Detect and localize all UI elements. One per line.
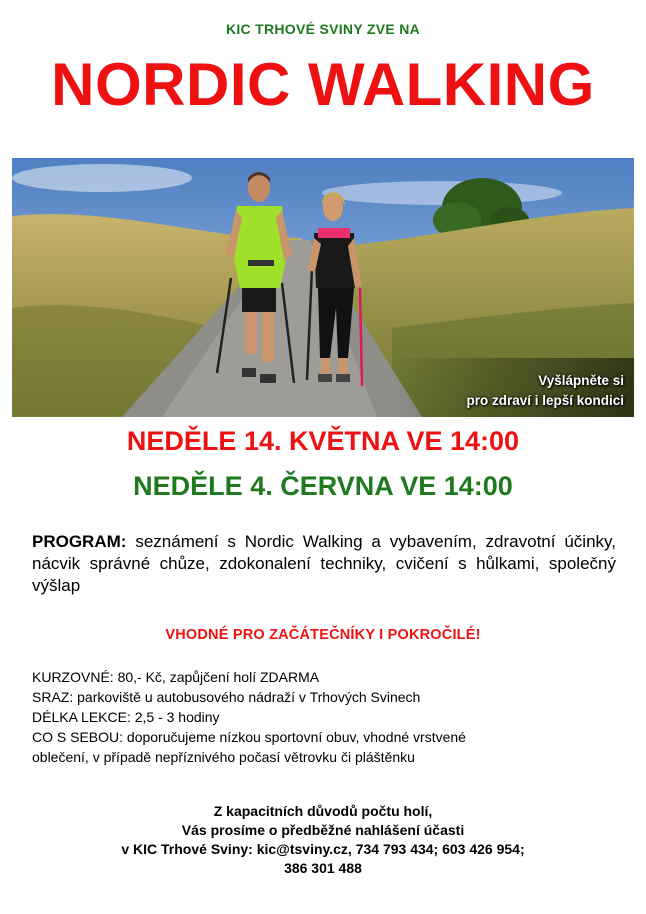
- program-label: PROGRAM:: [32, 532, 127, 551]
- detail-what-to-bring: CO S SEBOU: doporučujeme nízkou sportovní obuv, vhodné vrstvené: [32, 729, 466, 745]
- detail-what-to-bring-cont: oblečení, v případě nepříznivého počasí větrovku či pláštěnku: [32, 749, 415, 765]
- footer-phone-line: 386 301 488: [284, 860, 362, 876]
- detail-duration: DÉLKA LEKCE: 2,5 - 3 hodiny: [32, 709, 220, 725]
- detail-meeting-point: SRAZ: parkoviště u autobusového nádraží v Trhových Svinech: [32, 689, 421, 705]
- caption-line: pro zdraví i lepší kondici: [466, 393, 624, 408]
- caption-line: Vyšlápněte si: [538, 373, 624, 388]
- photo-caption: [466, 371, 624, 411]
- registration-info: [0, 802, 646, 878]
- event-date-may: NEDĚLE 14. KVĚTNA VE 14:00: [126, 426, 520, 456]
- footer-line: Vás prosíme o předběžné nahlášení účasti: [181, 822, 465, 838]
- cloud: [322, 181, 562, 205]
- audience-note: VHODNÉ PRO ZAČÁTEČNÍKY I POKROČILÉ!: [165, 627, 481, 643]
- detail-fee: KURZOVNÉ: 80,- Kč, zapůjčení holí ZDARMA: [32, 669, 320, 685]
- program-description: [32, 531, 616, 597]
- cloud: [12, 164, 192, 192]
- nordic-walking-photo: [12, 158, 634, 417]
- program-text: seznámení s Nordic Walking a vybavením, zdravotní účinky, nácvik správné chůze, zdokonalení techniky, cvičení s hůlkami, společný výšlap: [32, 532, 616, 595]
- course-details: [32, 667, 622, 767]
- footer-line: Z kapacitních důvodů počtu holí,: [213, 803, 433, 819]
- footer-contact-line: v KIC Trhové Sviny: kic@tsviny.cz, 734 793 434; 603 426 954;: [121, 841, 525, 857]
- poster-title: NORDIC WALKING: [51, 51, 595, 118]
- event-date-june: NEDĚLE 4. ČERVNA VE 14:00: [133, 471, 513, 501]
- event-organizer-subtitle: KIC TRHOVÉ SVINY ZVE NA: [225, 21, 421, 37]
